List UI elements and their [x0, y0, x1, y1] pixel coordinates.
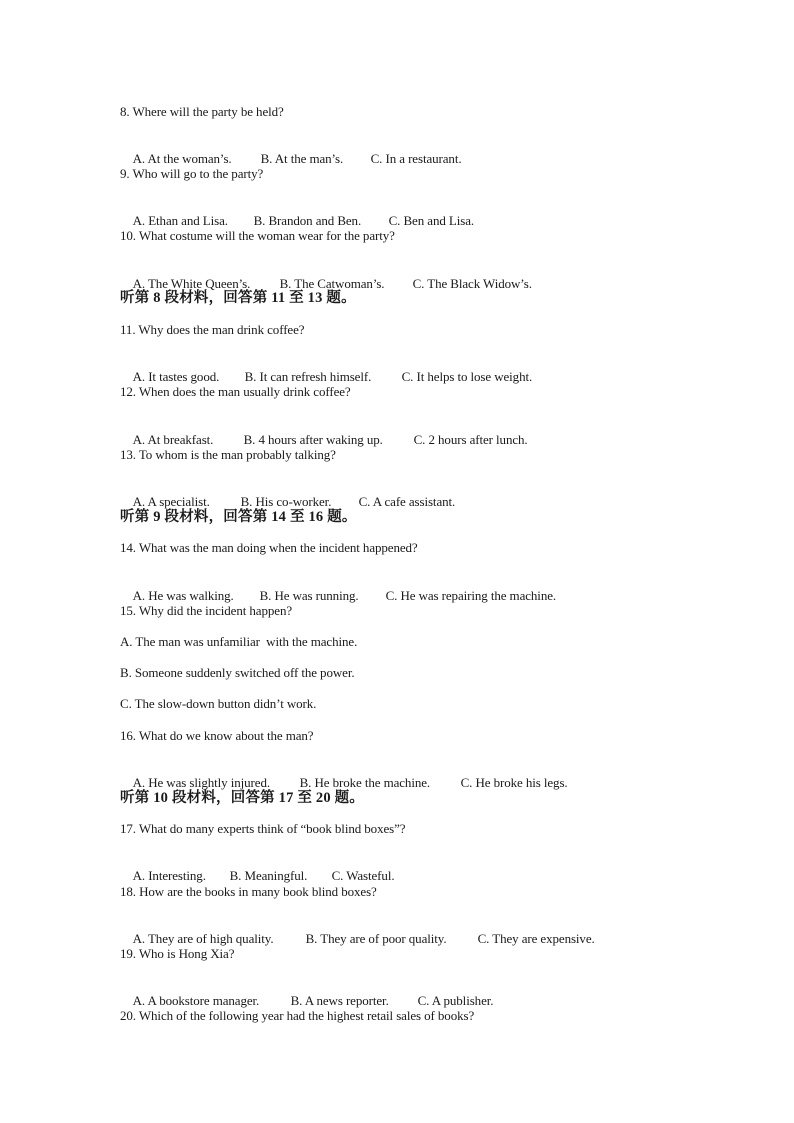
- question-17-option-a: A. Interesting.: [132, 868, 206, 883]
- question-20: 20. Which of the following year had the highest retail sales of books?: [120, 1008, 475, 1023]
- question-8: 8. Where will the party be held?: [120, 104, 284, 119]
- question-11-option-b: B. It can refresh himself.: [244, 369, 372, 384]
- section-heading-10: 听第 10 段材料，回答第 17 至 20 题。: [120, 790, 365, 806]
- section-heading-9: 听第 9 段材料，回答第 14 至 16 题。: [120, 509, 357, 525]
- question-8-option-c: C. In a restaurant.: [370, 151, 462, 166]
- question-15-option-b: B. Someone suddenly switched off the power.: [120, 665, 355, 680]
- question-8-option-a: A. At the woman’s.: [132, 151, 232, 166]
- question-17-option-c: C. Wasteful.: [331, 868, 395, 883]
- question-13-option-b: B. His co-worker.: [240, 494, 332, 509]
- question-18: 18. How are the books in many book blind boxes?: [120, 884, 377, 899]
- question-9-option-c: C. Ben and Lisa.: [388, 213, 475, 228]
- question-15-option-a: A. The man was unfamiliar with the machine.: [120, 634, 358, 649]
- question-16-option-c: C. He broke his legs.: [460, 775, 568, 790]
- question-15: 15. Why did the incident happen?: [120, 603, 293, 618]
- question-9-option-b: B. Brandon and Ben.: [253, 213, 362, 228]
- question-12-option-a: A. At breakfast.: [132, 432, 214, 447]
- section-heading-8: 听第 8 段材料，回答第 11 至 13 题。: [120, 290, 356, 306]
- question-13: 13. To whom is the man probably talking?: [120, 447, 336, 462]
- question-14-option-b: B. He was running.: [259, 588, 359, 603]
- question-16: 16. What do we know about the man?: [120, 728, 314, 743]
- question-13-option-c: C. A cafe assistant.: [358, 494, 456, 509]
- question-14-option-c: C. He was repairing the machine.: [385, 588, 557, 603]
- question-19-option-a: A. A bookstore manager.: [132, 993, 260, 1008]
- question-18-option-c: C. They are expensive.: [477, 931, 595, 946]
- question-11-option-a: A. It tastes good.: [132, 369, 220, 384]
- question-16-option-a: A. He was slightly injured.: [132, 775, 271, 790]
- question-12-option-c: C. 2 hours after lunch.: [413, 432, 528, 447]
- question-13-option-a: A. A specialist.: [132, 494, 210, 509]
- question-11-option-c: C. It helps to lose weight.: [401, 369, 533, 384]
- question-12: 12. When does the man usually drink coffee?: [120, 384, 351, 399]
- question-19: 19. Who is Hong Xia?: [120, 946, 235, 961]
- question-17: 17. What do many experts think of “book blind boxes”?: [120, 821, 406, 836]
- question-16-option-b: B. He broke the machine.: [299, 775, 431, 790]
- question-19-option-c: C. A publisher.: [417, 993, 494, 1008]
- question-17-option-b: B. Meaningful.: [229, 868, 308, 883]
- question-10-option-b: B. The Catwoman’s.: [279, 276, 385, 291]
- question-18-option-b: B. They are of poor quality.: [305, 931, 447, 946]
- question-10: 10. What costume will the woman wear for the party?: [120, 228, 395, 243]
- question-9: 9. Who will go to the party?: [120, 166, 264, 181]
- question-12-option-b: B. 4 hours after waking up.: [243, 432, 383, 447]
- question-10-option-c: C. The Black Widow’s.: [412, 276, 532, 291]
- question-14-option-a: A. He was walking.: [132, 588, 234, 603]
- question-15-option-c: C. The slow-down button didn’t work.: [120, 696, 317, 711]
- question-9-option-a: A. Ethan and Lisa.: [132, 213, 228, 228]
- question-18-option-a: A. They are of high quality.: [132, 931, 274, 946]
- question-19-option-b: B. A news reporter.: [290, 993, 389, 1008]
- question-14: 14. What was the man doing when the incident happened?: [120, 540, 418, 555]
- question-11: 11. Why does the man drink coffee?: [120, 322, 305, 337]
- question-10-option-a: A. The White Queen’s.: [132, 276, 251, 291]
- question-8-option-b: B. At the man’s.: [260, 151, 344, 166]
